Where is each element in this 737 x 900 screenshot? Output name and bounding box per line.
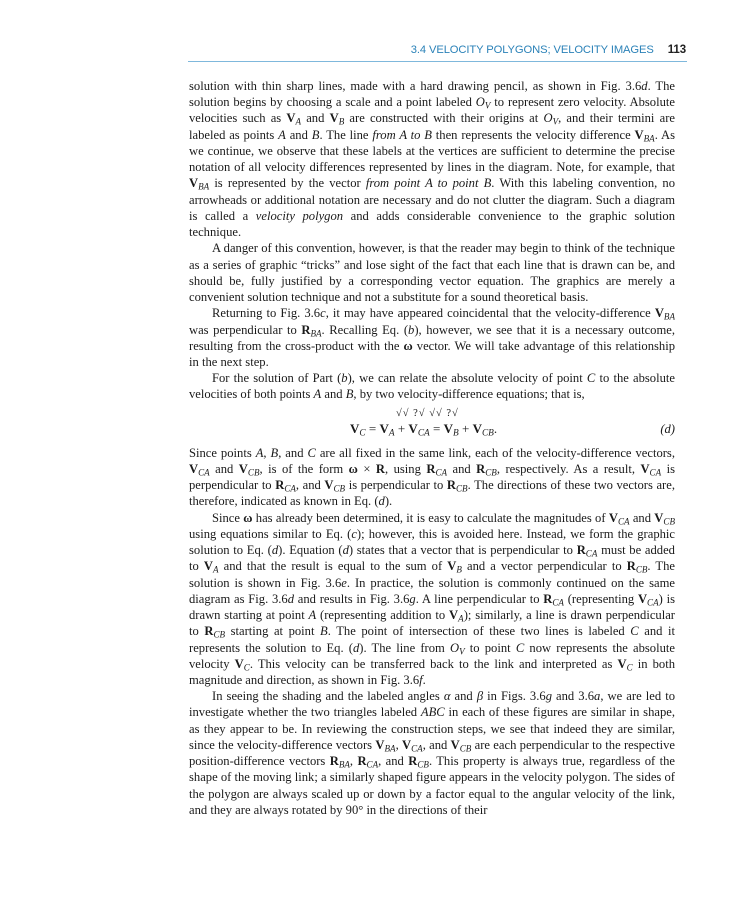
header-rule [188,61,687,62]
paragraph-5: Since points A, B, and C are all fixed in the same link, each of the velocity-difference vectors, $V_{CA}$ and $V_{CB}$, is of the form ω × R, using $R_{CA}$ and $R_{CB}$, respectively. As a result, $V_{CA}$ is perpendicular to $R_{CA}$, and $V_{CB}$ is perpendicular to $R_{CB}$. The directions of these two vectors are, therefore, indicated as known in Eq. (d). [189,445,675,509]
page-number: 113 [667,44,686,56]
body-text [189,78,675,818]
equation-formula: $V_C = V_A + V_{CA} = V_B + V_{CB}$. [350,420,498,439]
paragraph-7: In seeing the shading and the labeled angles α and β in Figs. 3.6g and 3.6a, we are led to investigate whether the two triangles labeled ABC in each of these figures are similar in shape, as they appear to be. In reviewing the construction steps, we see that indeed they are similar, since the velocity-difference vectors $V_{BA}$, $V_{CA}$, and $V_{CB}$ are each perpendicular to the respective position-difference vectors $R_{BA}$, $R_{CA}$, and $R_{CB}$. This property is always true, regardless of the shape of the moving link; a similarly shaped figure appears in the velocity polygon. The sides of the polygon are always scaled up or down by a factor equal to the angular velocity of the link, and they are always rotated by 90° in the directions of their [189,689,675,817]
running-header [0,44,686,62]
paragraph-2: A danger of this convention, however, is that the reader may begin to think of the technique as a series of graphic “tricks” and lose sight of the fact that each line that is drawn can be, and should be, fully justified by a corresponding vector equation. The graphics are merely a convenient solution technique and not a substitute for a sound theoretical basis. [189,241,675,305]
equation-check-marks: √√ ?√ √√ ?√ [396,407,459,419]
section-title: 3.4 VELOCITY POLYGONS; VELOCITY IMAGES [410,44,654,56]
paragraph-4: For the solution of Part (b), we can relate the absolute velocity of point C to the absolute velocities of both points A and B, by two velocity-difference equations; that is, [189,371,675,402]
paragraph-6: Since ω has already been determined, it is easy to calculate the magnitudes of $V_{CA}$ and $V_{CB}$ using equations similar to Eq. (c); however, this is avoided here. Instead, we form the graphic solution to Eq. (d). Equation (d) states that a vector that is perpendicular to $R_{CA}$ must be added to $V_A$ and that the result is equal to the sum of $V_B$ and a vector perpendicular to $R_{CB}$. The solution is shown in Fig. 3.6e. In practice, the solution is commonly continued on the same diagram as Fig. 3.6d and results in Fig. 3.6g. A line perpendicular to $R_{CA}$ (representing $V_{CA}$) is drawn starting at point A (representing addition to $V_A$); similarly, a line is drawn perpendicular to $R_{CB}$ starting at point B. The point of intersection of these two lines is labeled C and it represents the solution to Eq. (d). The line from $O_V$ to point C now represents the absolute velocity $V_C$. This velocity can be transferred back to the link and interpreted as $V_C$ in both magnitude and direction, as shown in Fig. 3.6f. [189,510,675,687]
paragraph-3: Returning to Fig. 3.6c, it may have appeared coincidental that the velocity-difference $V_{BA}$ was perpendicular to $R_{BA}$. Recalling Eq. (b), however, we see that it is a necessary outcome, resulting from the cross-product with the ω vector. We will take advantage of this relationship in the next step. [189,306,675,369]
paragraph-1: solution with thin sharp lines, made with a hard drawing pencil, as shown in Fig. 3.6d. The solution begins by choosing a scale and a point labeled $O_V$ to represent zero velocity. Absolute velocities such as $V_A$ and $V_B$ are constructed with their origins at $O_V$, and their termini are labeled as points A and B. The line from A to B then represents the velocity difference $V_{BA}$. As we continue, we observe that these labels at the vertices are sufficient to determine the precise notation of all velocity differences represented by lines in the diagram. Note, for example, that $V_{BA}$ is represented by the vector from point A to point B. With this labeling convention, no arrowheads or additional notation are necessary and do not clutter the diagram. Such a diagram is called a velocity polygon and adds considerable convenience to the graphic solution technique. [189,79,675,240]
equation-d [189,403,675,445]
equation-number: (d) [660,421,675,436]
